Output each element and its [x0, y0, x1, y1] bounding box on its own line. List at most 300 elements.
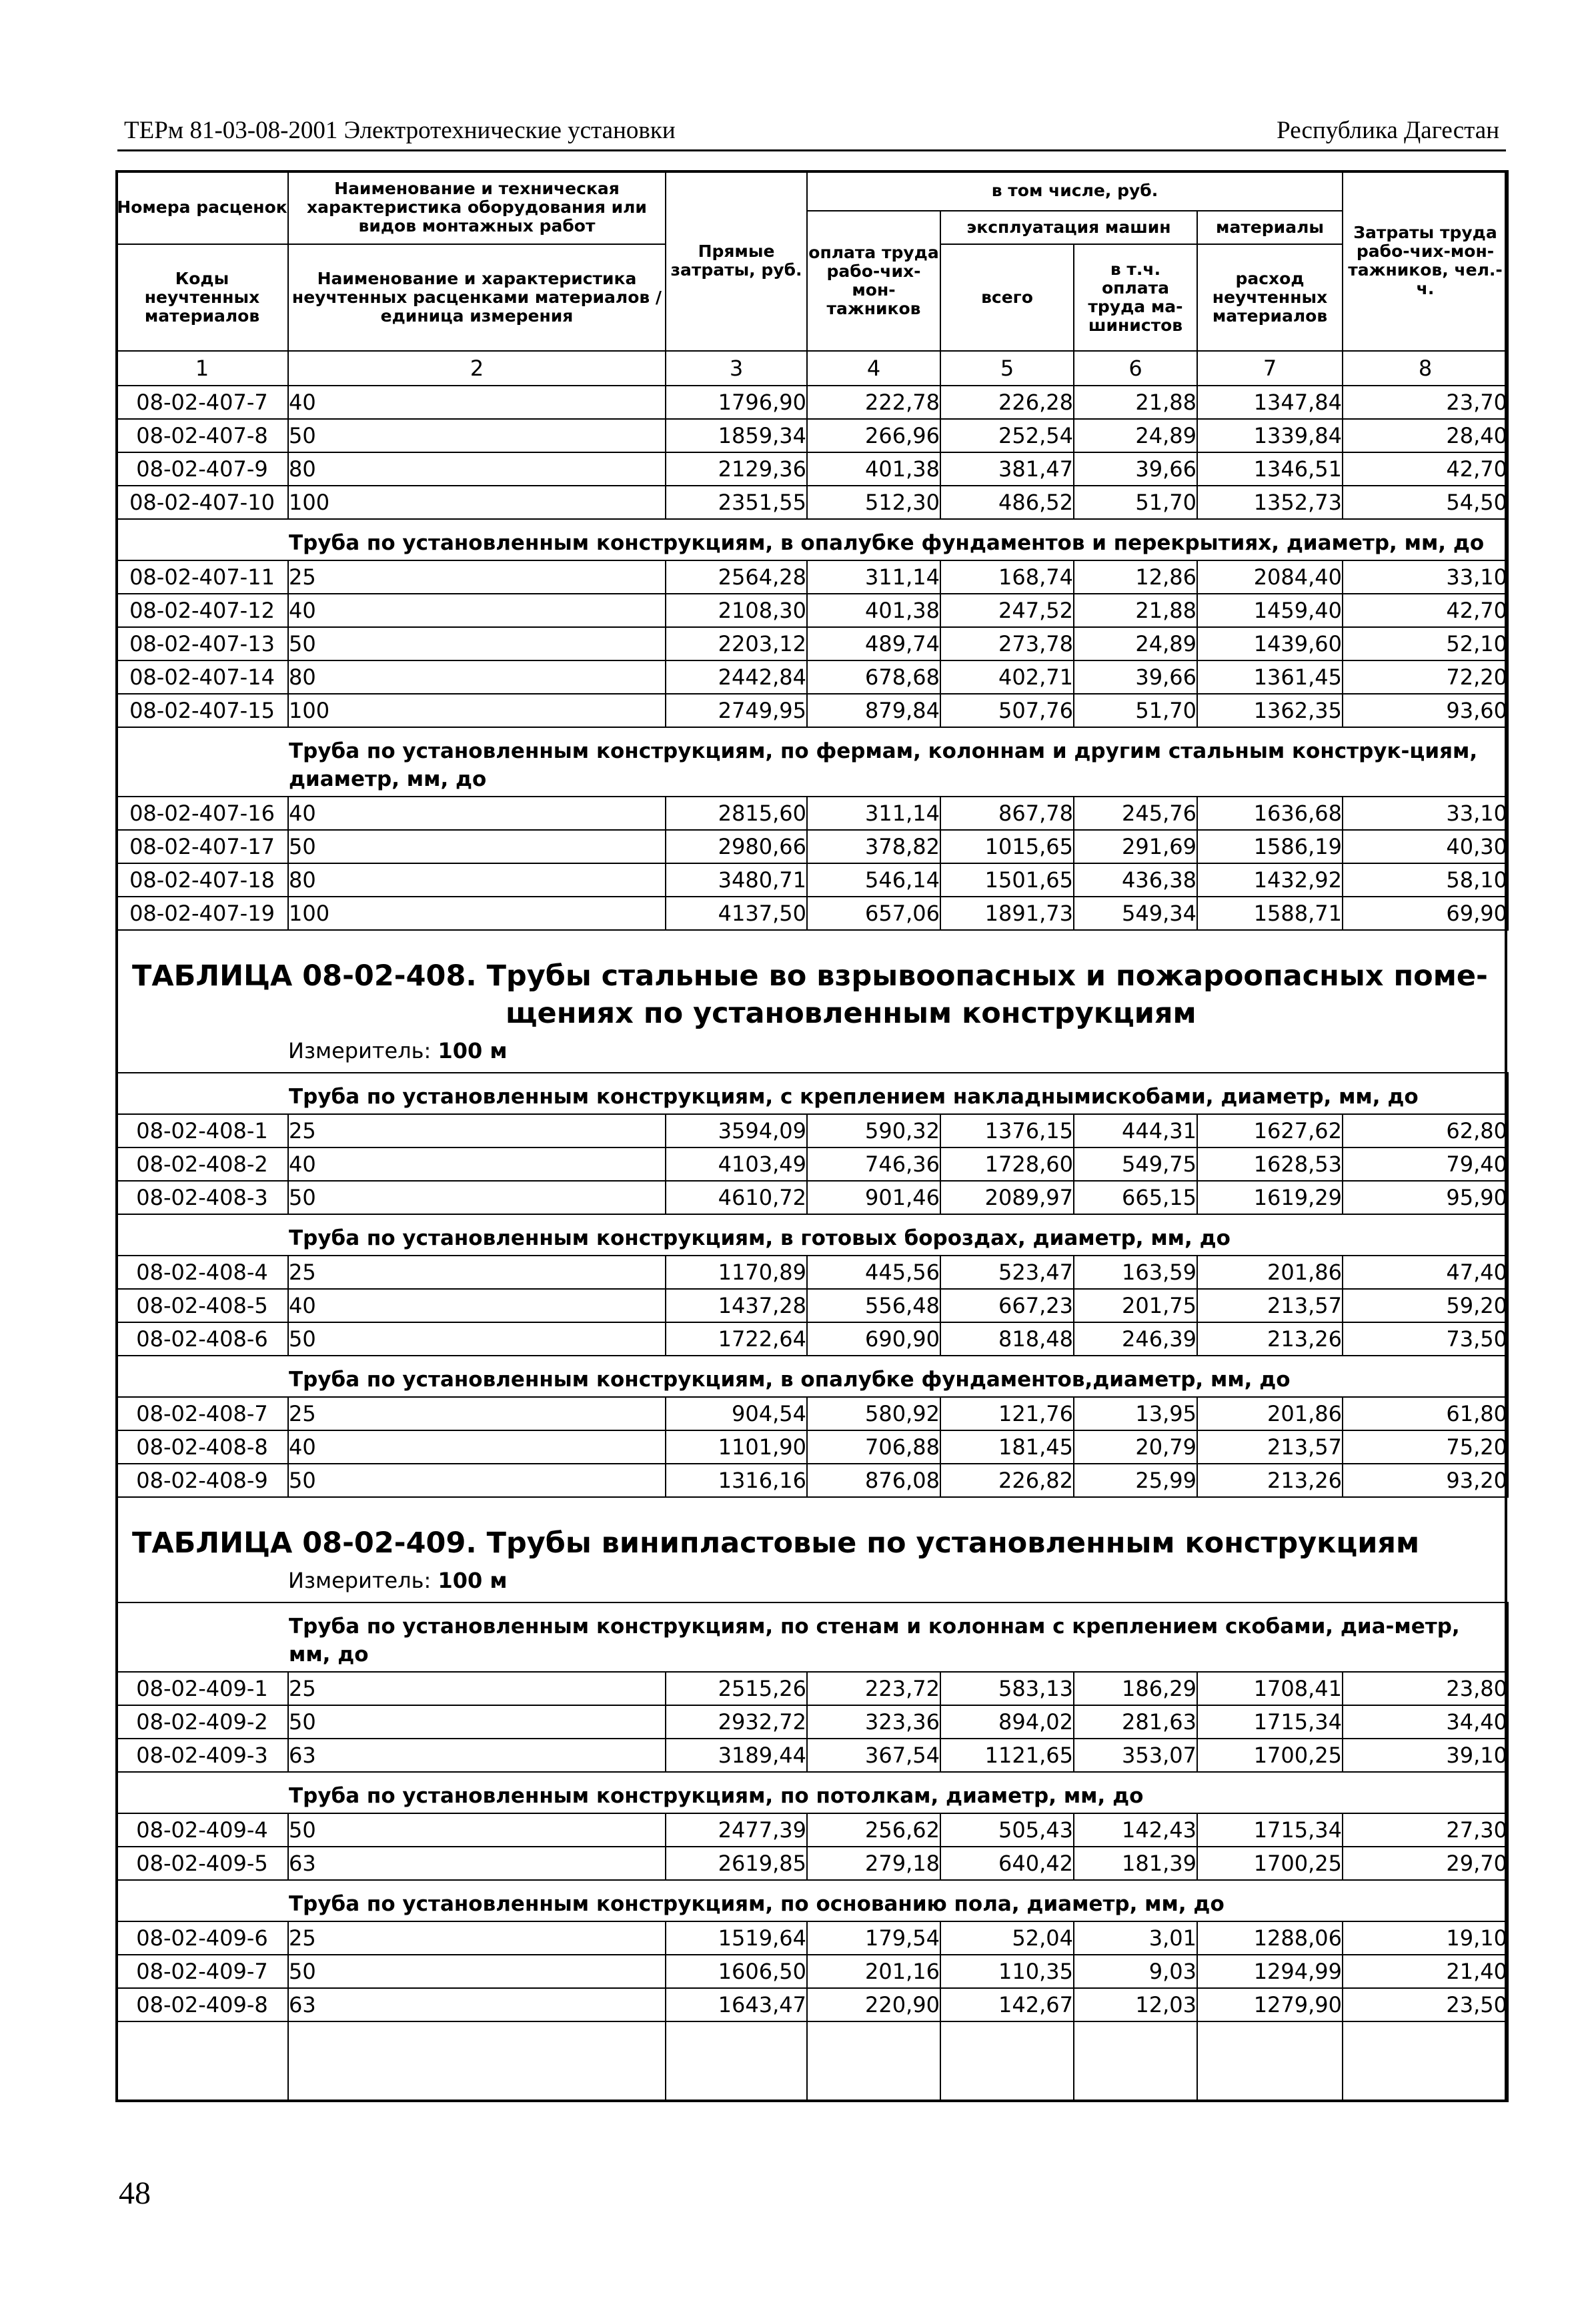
- measurement-label: Измеритель:: [288, 1038, 432, 1063]
- pipe-diameter-cell: 50: [288, 830, 666, 863]
- worker-wages-cell: 746,36: [807, 1147, 940, 1181]
- machinist-wages-cell: 163,59: [1074, 1256, 1197, 1289]
- labor-hours-cell: 33,10: [1343, 560, 1508, 594]
- pipe-diameter-cell: 80: [288, 863, 666, 897]
- labor-hours-cell: 69,90: [1343, 897, 1508, 930]
- pipe-diameter-cell: 63: [288, 1739, 666, 1772]
- section-heading: Труба по установленным конструкциям, по основанию пола, диаметр, мм, до: [116, 1880, 1508, 1921]
- machines-total-cell: 507,76: [940, 694, 1074, 727]
- labor-hours-cell: 29,70: [1343, 1847, 1508, 1880]
- machinist-wages-cell: 201,75: [1074, 1289, 1197, 1322]
- direct-costs-cell: 2108,30: [666, 594, 807, 627]
- worker-wages-cell: 266,96: [807, 419, 940, 452]
- labor-hours-cell: 79,40: [1343, 1147, 1508, 1181]
- direct-costs-cell: 1606,50: [666, 1955, 807, 1988]
- table-row: [116, 1955, 1508, 1988]
- worker-wages-cell: 678,68: [807, 660, 940, 694]
- direct-costs-cell: 1519,64: [666, 1921, 807, 1955]
- empty-cell: [1197, 2021, 1343, 2102]
- worker-wages-cell: 179,54: [807, 1921, 940, 1955]
- table-row: [116, 797, 1508, 830]
- labor-hours-cell: 62,80: [1343, 1114, 1508, 1147]
- table-title-cell: [116, 1497, 1508, 1602]
- region-name: Республика Дагестан: [1277, 117, 1499, 144]
- rate-code-cell: 08-02-407-10: [116, 486, 288, 519]
- pipe-diameter-cell: 100: [288, 897, 666, 930]
- materials-cost-cell: 1339,84: [1197, 419, 1343, 452]
- labor-hours-cell: 23,70: [1343, 386, 1508, 419]
- pipe-diameter-cell: 25: [288, 1921, 666, 1955]
- rate-code-cell: 08-02-408-1: [116, 1114, 288, 1147]
- table-row: [116, 1672, 1508, 1705]
- section-row: [116, 1772, 1508, 1813]
- worker-wages-cell: 378,82: [807, 830, 940, 863]
- labor-hours-cell: 42,70: [1343, 452, 1508, 486]
- machinist-wages-cell: 549,75: [1074, 1147, 1197, 1181]
- including-header: в том числе, руб.: [807, 171, 1343, 211]
- empty-cell: [1343, 2021, 1508, 2102]
- worker-wages-cell: 556,48: [807, 1289, 940, 1322]
- empty-cell: [666, 2021, 807, 2102]
- pipe-diameter-cell: 100: [288, 486, 666, 519]
- labor-hours-cell: 75,20: [1343, 1430, 1508, 1464]
- machines-total-cell: 505,43: [940, 1813, 1074, 1847]
- codes-header: Номера расценок: [116, 171, 288, 244]
- column-number: 7: [1197, 351, 1343, 386]
- column-number: 3: [666, 351, 807, 386]
- table-row: [116, 830, 1508, 863]
- rate-code-cell: 08-02-407-16: [116, 797, 288, 830]
- pipe-diameter-cell: 50: [288, 1955, 666, 1988]
- machinist-wages-cell: 353,07: [1074, 1739, 1197, 1772]
- direct-costs-cell: 1437,28: [666, 1289, 807, 1322]
- column-number: 2: [288, 351, 666, 386]
- rate-code-cell: 08-02-407-8: [116, 419, 288, 452]
- table-row: [116, 1813, 1508, 1847]
- worker-wages-cell: 279,18: [807, 1847, 940, 1880]
- materials-cost-cell: 213,26: [1197, 1464, 1343, 1497]
- direct-costs-cell: 2619,85: [666, 1847, 807, 1880]
- materials-cost-cell: 1586,19: [1197, 830, 1343, 863]
- direct-costs-cell: 4103,49: [666, 1147, 807, 1181]
- measurement-label: Измеритель:: [288, 1568, 432, 1593]
- worker-wages-cell: 512,30: [807, 486, 940, 519]
- section-heading: Труба по установленным конструкциям, по потолкам, диаметр, мм, до: [116, 1772, 1508, 1813]
- machinist-wages-cell: 39,66: [1074, 660, 1197, 694]
- pipe-diameter-cell: 25: [288, 1114, 666, 1147]
- direct-costs-cell: 2515,26: [666, 1672, 807, 1705]
- pipe-diameter-cell: 40: [288, 1430, 666, 1464]
- worker-wages-cell: 690,90: [807, 1322, 940, 1356]
- worker-wages-cell: 590,32: [807, 1114, 940, 1147]
- measurement-unit: [116, 1032, 1508, 1072]
- pipe-diameter-cell: 50: [288, 627, 666, 660]
- materials-cost-cell: 1636,68: [1197, 797, 1343, 830]
- direct-costs-cell: 2980,66: [666, 830, 807, 863]
- table-row: [116, 1739, 1508, 1772]
- section-heading: Труба по установленным конструкциям, по фермам, колоннам и другим стальным конструк-циям, диаметр, мм, до: [116, 727, 1508, 797]
- materials-cost-cell: 1700,25: [1197, 1847, 1343, 1880]
- table-row: [116, 1256, 1508, 1289]
- column-number: 6: [1074, 351, 1197, 386]
- labor-hours-cell: 73,50: [1343, 1322, 1508, 1356]
- direct-costs-cell: 4610,72: [666, 1181, 807, 1214]
- pipe-diameter-cell: 50: [288, 1813, 666, 1847]
- direct-costs-cell: 1101,90: [666, 1430, 807, 1464]
- labor-hours-cell: 61,80: [1343, 1397, 1508, 1430]
- pipe-diameter-cell: 40: [288, 1289, 666, 1322]
- machines-total-cell: 110,35: [940, 1955, 1074, 1988]
- machines-total-cell: 1728,60: [940, 1147, 1074, 1181]
- machinist-wages-cell: 51,70: [1074, 486, 1197, 519]
- machines-total-cell: 1376,15: [940, 1114, 1074, 1147]
- labor-hours-cell: 93,20: [1343, 1464, 1508, 1497]
- rate-code-cell: 08-02-407-9: [116, 452, 288, 486]
- measurement-value: 100 м: [438, 1568, 508, 1593]
- direct-costs-cell: 904,54: [666, 1397, 807, 1430]
- worker-wages-cell: 901,46: [807, 1181, 940, 1214]
- rate-code-cell: 08-02-407-17: [116, 830, 288, 863]
- machinist-wages-cell: 21,88: [1074, 386, 1197, 419]
- machinist-wages-cell: 444,31: [1074, 1114, 1197, 1147]
- labor-hours-cell: 19,10: [1343, 1921, 1508, 1955]
- table-row: [116, 1430, 1508, 1464]
- worker-wages-cell: 367,54: [807, 1739, 940, 1772]
- machinist-wages-cell: 21,88: [1074, 594, 1197, 627]
- name-header: Наименование и техническая характеристика оборудования или видов монтажных работ: [288, 171, 666, 244]
- materials-cost-cell: 213,57: [1197, 1430, 1343, 1464]
- machines-total-cell: 486,52: [940, 486, 1074, 519]
- labor-hours-cell: 95,90: [1343, 1181, 1508, 1214]
- materials-cost-cell: 1715,34: [1197, 1813, 1343, 1847]
- section-row: [116, 1880, 1508, 1921]
- labor-hours-cell: 52,10: [1343, 627, 1508, 660]
- table-row: [116, 452, 1508, 486]
- direct-costs-cell: 2932,72: [666, 1705, 807, 1739]
- section-heading: Труба по установленным конструкциям, в готовых бороздах, диаметр, мм, до: [116, 1214, 1508, 1256]
- materials-cost-cell: 1627,62: [1197, 1114, 1343, 1147]
- labor-hours-cell: 93,60: [1343, 694, 1508, 727]
- rate-code-cell: 08-02-408-4: [116, 1256, 288, 1289]
- machines-total-cell: 1891,73: [940, 897, 1074, 930]
- rate-code-cell: 08-02-408-8: [116, 1430, 288, 1464]
- table-title-cell: [116, 930, 1508, 1073]
- machines-total-cell: 252,54: [940, 419, 1074, 452]
- materials-cost-cell: 213,57: [1197, 1289, 1343, 1322]
- direct-costs-cell: 1796,90: [666, 386, 807, 419]
- worker-wages-cell: 445,56: [807, 1256, 940, 1289]
- table-row: [116, 1181, 1508, 1214]
- section-heading: Труба по установленным конструкциям, в опалубке фундаментов,диаметр, мм, до: [116, 1356, 1508, 1397]
- worker-wages-cell: 323,36: [807, 1705, 940, 1739]
- section-heading: Труба по установленным конструкциям, с креплением накладнымискобами, диаметр, мм, до: [116, 1073, 1508, 1114]
- machines-total-cell: 381,47: [940, 452, 1074, 486]
- labor-hours-cell: 28,40: [1343, 419, 1508, 452]
- direct-costs-cell: 2477,39: [666, 1813, 807, 1847]
- materials-cost-cell: 1347,84: [1197, 386, 1343, 419]
- machines-total-cell: 640,42: [940, 1847, 1074, 1880]
- machines-total-cell: 818,48: [940, 1322, 1074, 1356]
- machines-total-cell: 667,23: [940, 1289, 1074, 1322]
- pipe-diameter-cell: 50: [288, 1181, 666, 1214]
- machines-total-cell: 867,78: [940, 797, 1074, 830]
- pipe-diameter-cell: 63: [288, 1988, 666, 2021]
- machinist-wages-cell: 25,99: [1074, 1464, 1197, 1497]
- machinist-wages-cell: 13,95: [1074, 1397, 1197, 1430]
- column-number: 4: [807, 351, 940, 386]
- measurement-value: 100 м: [438, 1038, 508, 1063]
- table-title-line: ТАБЛИЦА 08-02-409. Трубы винипластовые по установленным конструкциям: [132, 1526, 1420, 1560]
- materials-cost-cell: 1715,34: [1197, 1705, 1343, 1739]
- labor-hours-cell: 27,30: [1343, 1813, 1508, 1847]
- machines-total-cell: 1121,65: [940, 1739, 1074, 1772]
- rate-code-cell: 08-02-407-18: [116, 863, 288, 897]
- materials-cost-cell: 201,86: [1197, 1397, 1343, 1430]
- machines-total-cell: 52,04: [940, 1921, 1074, 1955]
- worker-wages-cell: 706,88: [807, 1430, 940, 1464]
- table-row: [116, 419, 1508, 452]
- materials-cost-cell: 1361,45: [1197, 660, 1343, 694]
- table-row: [116, 594, 1508, 627]
- materials-cost-cell: 201,86: [1197, 1256, 1343, 1289]
- labor-hours-cell: 72,20: [1343, 660, 1508, 694]
- labor-hours-cell: 39,10: [1343, 1739, 1508, 1772]
- table-row: [116, 1289, 1508, 1322]
- machines-total-cell: 226,82: [940, 1464, 1074, 1497]
- rate-code-cell: 08-02-407-12: [116, 594, 288, 627]
- labor-hours-cell: 33,10: [1343, 797, 1508, 830]
- machinist-wages-cell: 9,03: [1074, 1955, 1197, 1988]
- pipe-diameter-cell: 50: [288, 1705, 666, 1739]
- rate-code-cell: 08-02-408-2: [116, 1147, 288, 1181]
- pipe-diameter-cell: 40: [288, 386, 666, 419]
- empty-cell: [807, 2021, 940, 2102]
- table-row: [116, 863, 1508, 897]
- machinist-wages-cell: 291,69: [1074, 830, 1197, 863]
- rate-code-cell: 08-02-407-15: [116, 694, 288, 727]
- labor-hours-cell: 23,50: [1343, 1988, 1508, 2021]
- empty-cell: [1074, 2021, 1197, 2102]
- column-number: 1: [116, 351, 288, 386]
- materials-cost-cell: 1628,53: [1197, 1147, 1343, 1181]
- table-title: [116, 1498, 1508, 1562]
- table-row: [116, 560, 1508, 594]
- labor-hours-cell: 54,50: [1343, 486, 1508, 519]
- table-body: [116, 386, 1508, 2102]
- rate-code-cell: 08-02-408-6: [116, 1322, 288, 1356]
- worker-wages-cell: 401,38: [807, 594, 940, 627]
- labor-hours-cell: 42,70: [1343, 594, 1508, 627]
- machines-total-cell: 402,71: [940, 660, 1074, 694]
- empty-cell: [288, 2021, 666, 2102]
- table-row: [116, 486, 1508, 519]
- machines-total-cell: 121,76: [940, 1397, 1074, 1430]
- materials-cost-cell: 1288,06: [1197, 1921, 1343, 1955]
- worker-wages-cell: 220,90: [807, 1988, 940, 2021]
- table-title-line: щениях по установленным конструкциям: [506, 997, 1196, 1030]
- labor-hours-cell: 21,40: [1343, 1955, 1508, 1988]
- wages-header: оплата труда рабо-чих-мон-тажников: [807, 211, 940, 351]
- direct-costs-cell: 2351,55: [666, 486, 807, 519]
- table-row: [116, 1322, 1508, 1356]
- rates-table: [115, 170, 1509, 2102]
- materials-cost-cell: 2084,40: [1197, 560, 1343, 594]
- machinist-wages-cell: 39,66: [1074, 452, 1197, 486]
- unaccounted-codes-header: Коды неучтенных материалов: [116, 244, 288, 351]
- rate-code-cell: 08-02-409-1: [116, 1672, 288, 1705]
- direct-costs-cell: 3594,09: [666, 1114, 807, 1147]
- empty-cell: [116, 2021, 288, 2102]
- worker-wages-cell: 876,08: [807, 1464, 940, 1497]
- table-row: [116, 1397, 1508, 1430]
- rate-code-cell: 08-02-407-13: [116, 627, 288, 660]
- materials-cost-cell: 1439,60: [1197, 627, 1343, 660]
- table-row: [116, 627, 1508, 660]
- rate-code-cell: 08-02-409-8: [116, 1988, 288, 2021]
- table-row: [116, 1114, 1508, 1147]
- pipe-diameter-cell: 25: [288, 1672, 666, 1705]
- unaccounted-name-header: Наименование и характеристика неучтенных расценками материалов / единица измерения: [288, 244, 666, 351]
- direct-costs-cell: 1170,89: [666, 1256, 807, 1289]
- column-numbers-row: [116, 351, 1508, 386]
- direct-costs-cell: 1643,47: [666, 1988, 807, 2021]
- worker-wages-cell: 201,16: [807, 1955, 940, 1988]
- materials-cost-cell: 1362,35: [1197, 694, 1343, 727]
- machinist-wages-cell: 12,86: [1074, 560, 1197, 594]
- table-title-line: ТАБЛИЦА 08-02-408. Трубы стальные во взрывоопасных и пожароопасных поме-: [132, 959, 1488, 993]
- worker-wages-cell: 580,92: [807, 1397, 940, 1430]
- materials-cost-cell: 1352,73: [1197, 486, 1343, 519]
- rate-code-cell: 08-02-409-6: [116, 1921, 288, 1955]
- rate-code-cell: 08-02-407-19: [116, 897, 288, 930]
- worker-wages-cell: 223,72: [807, 1672, 940, 1705]
- table-row: [116, 1705, 1508, 1739]
- materials-cost-cell: 1700,25: [1197, 1739, 1343, 1772]
- direct-costs-cell: 1859,34: [666, 419, 807, 452]
- direct-costs-cell: 3189,44: [666, 1739, 807, 1772]
- section-row: [116, 727, 1508, 797]
- table-title-row: [116, 1497, 1508, 1602]
- labor-hours-cell: 47,40: [1343, 1256, 1508, 1289]
- worker-wages-cell: 311,14: [807, 560, 940, 594]
- materials-cost-cell: 1346,51: [1197, 452, 1343, 486]
- direct-costs-cell: 2203,12: [666, 627, 807, 660]
- machinist-wages-cell: 24,89: [1074, 419, 1197, 452]
- table-row: [116, 694, 1508, 727]
- section-row: [116, 1214, 1508, 1256]
- direct-costs-cell: 2442,84: [666, 660, 807, 694]
- direct-costs-cell: 3480,71: [666, 863, 807, 897]
- table-row: [116, 897, 1508, 930]
- table-row: [116, 1847, 1508, 1880]
- pipe-diameter-cell: 25: [288, 560, 666, 594]
- section-row: [116, 519, 1508, 560]
- pipe-diameter-cell: 40: [288, 1147, 666, 1181]
- direct-costs-cell: 2564,28: [666, 560, 807, 594]
- machines-total-cell: 523,47: [940, 1256, 1074, 1289]
- machinist-wages-cell: 181,39: [1074, 1847, 1197, 1880]
- labor-hours-cell: 58,10: [1343, 863, 1508, 897]
- materials-cost-cell: 213,26: [1197, 1322, 1343, 1356]
- machines-total-cell: 181,45: [940, 1430, 1074, 1464]
- labor-hours-cell: 23,80: [1343, 1672, 1508, 1705]
- table-row: [116, 386, 1508, 419]
- machinist-wages-cell: 12,03: [1074, 1988, 1197, 2021]
- machinist-wages-cell: 665,15: [1074, 1181, 1197, 1214]
- machinist-wages-cell: 24,89: [1074, 627, 1197, 660]
- machines-total-cell: 894,02: [940, 1705, 1074, 1739]
- section-row: [116, 1602, 1508, 1672]
- materials-cost-cell: 1279,90: [1197, 1988, 1343, 2021]
- machines-total-cell: 1501,65: [940, 863, 1074, 897]
- section-row: [116, 1073, 1508, 1114]
- materials-header: материалы: [1197, 211, 1343, 244]
- section-row: [116, 1356, 1508, 1397]
- machinist-wages-cell: 3,01: [1074, 1921, 1197, 1955]
- table-row: [116, 1921, 1508, 1955]
- pipe-diameter-cell: 50: [288, 1322, 666, 1356]
- pipe-diameter-cell: 25: [288, 1397, 666, 1430]
- worker-wages-cell: 879,84: [807, 694, 940, 727]
- machinist-wages-cell: 20,79: [1074, 1430, 1197, 1464]
- machines-total-cell: 168,74: [940, 560, 1074, 594]
- table-row: [116, 1147, 1508, 1181]
- worker-wages-cell: 401,38: [807, 452, 940, 486]
- machinist-wages-cell: 142,43: [1074, 1813, 1197, 1847]
- rate-code-cell: 08-02-408-7: [116, 1397, 288, 1430]
- table-title-row: [116, 930, 1508, 1073]
- column-number: 5: [940, 351, 1074, 386]
- machines-total-cell: 2089,97: [940, 1181, 1074, 1214]
- rate-code-cell: 08-02-407-7: [116, 386, 288, 419]
- machines-total-header: всего: [940, 244, 1074, 351]
- pipe-diameter-cell: 40: [288, 594, 666, 627]
- worker-wages-cell: 311,14: [807, 797, 940, 830]
- pipe-diameter-cell: 80: [288, 660, 666, 694]
- rate-code-cell: 08-02-408-3: [116, 1181, 288, 1214]
- machinist-wages-cell: 245,76: [1074, 797, 1197, 830]
- machines-total-cell: 1015,65: [940, 830, 1074, 863]
- direct-costs-header: Прямые затраты, руб.: [666, 171, 807, 351]
- pipe-diameter-cell: 40: [288, 797, 666, 830]
- machinist-wages-cell: 246,39: [1074, 1322, 1197, 1356]
- empty-cell: [940, 2021, 1074, 2102]
- table-head: [116, 171, 1508, 386]
- machinists-wages-header: в т.ч. оплата труда ма-шинистов: [1074, 244, 1197, 351]
- rate-code-cell: 08-02-409-5: [116, 1847, 288, 1880]
- machines-total-cell: 583,13: [940, 1672, 1074, 1705]
- worker-wages-cell: 256,62: [807, 1813, 940, 1847]
- labor-hours-cell: 34,40: [1343, 1705, 1508, 1739]
- rate-code-cell: 08-02-409-3: [116, 1739, 288, 1772]
- rate-code-cell: 08-02-409-4: [116, 1813, 288, 1847]
- table-row: [116, 660, 1508, 694]
- direct-costs-cell: 4137,50: [666, 897, 807, 930]
- materials-use-header: расход неучтенных материалов: [1197, 244, 1343, 351]
- document-title: ТЕРм 81-03-08-2001 Электротехнические установки: [124, 117, 676, 144]
- empty-row: [116, 2021, 1508, 2102]
- direct-costs-cell: 1316,16: [666, 1464, 807, 1497]
- section-heading: Труба по установленным конструкциям, по стенам и колоннам с креплением скобами, диа-метр, мм, до: [116, 1602, 1508, 1672]
- page-header: [117, 115, 1506, 151]
- materials-cost-cell: 1619,29: [1197, 1181, 1343, 1214]
- rate-code-cell: 08-02-409-7: [116, 1955, 288, 1988]
- pipe-diameter-cell: 50: [288, 419, 666, 452]
- direct-costs-cell: 2749,95: [666, 694, 807, 727]
- rate-code-cell: 08-02-407-11: [116, 560, 288, 594]
- rate-code-cell: 08-02-409-2: [116, 1705, 288, 1739]
- machines-header: эксплуатация машин: [940, 211, 1197, 244]
